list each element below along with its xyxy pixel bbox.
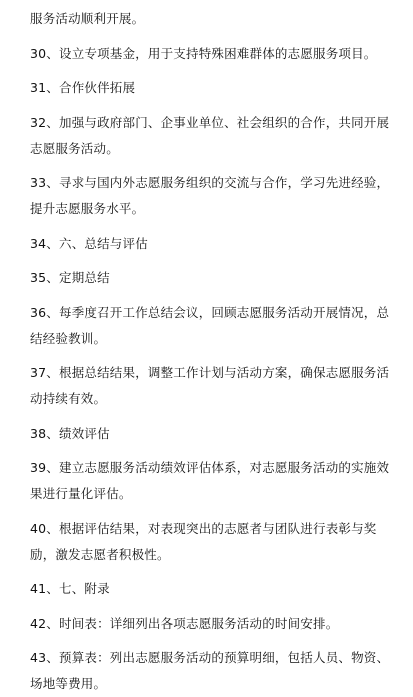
paragraph-item-33: 33、寻求与国内外志愿服务组织的交流与合作，学习先进经验，提升志愿服务水平。 (30, 175, 390, 216)
paragraph-item-32: 32、加强与政府部门、企事业单位、社会组织的合作，共同开展志愿服务活动。 (30, 114, 390, 156)
paragraph-item-31: 31、合作伙伴拓展 (30, 80, 136, 95)
paragraph-continuation: 服务活动顺利开展。 (30, 11, 145, 26)
paragraph-item-37: 37、根据总结结果，调整工作计划与活动方案，确保志愿服务活动持续有效。 (30, 365, 390, 406)
paragraph-item-39: 39、建立志愿服务活动绩效评估体系，对志愿服务活动的实施效果进行量化评估。 (30, 460, 390, 501)
paragraph-item-41: 41、七、附录 (30, 581, 110, 596)
paragraph-item-38: 38、绩效评估 (30, 425, 110, 441)
paragraph-item-43: 43、预算表：列出志愿服务活动的预算明细，包括人员、物资、场地等费用。 (30, 650, 390, 691)
paragraph-item-30: 30、设立专项基金，用于支持特殊困难群体的志愿服务项目。 (30, 45, 377, 61)
paragraph-item-34: 34、六、总结与评估 (30, 235, 148, 251)
paragraph-item-42: 42、时间表：详细列出各项志愿服务活动的时间安排。 (30, 615, 339, 631)
paragraph-item-40: 40、根据评估结果，对表现突出的志愿者与团队进行表彰与奖励，激发志愿者积极性。 (30, 520, 377, 562)
paragraph-item-36: 36、每季度召开工作总结会议，回顾志愿服务活动开展情况，总结经验教训。 (30, 304, 390, 346)
paragraph-item-35: 35、定期总结 (30, 270, 110, 285)
